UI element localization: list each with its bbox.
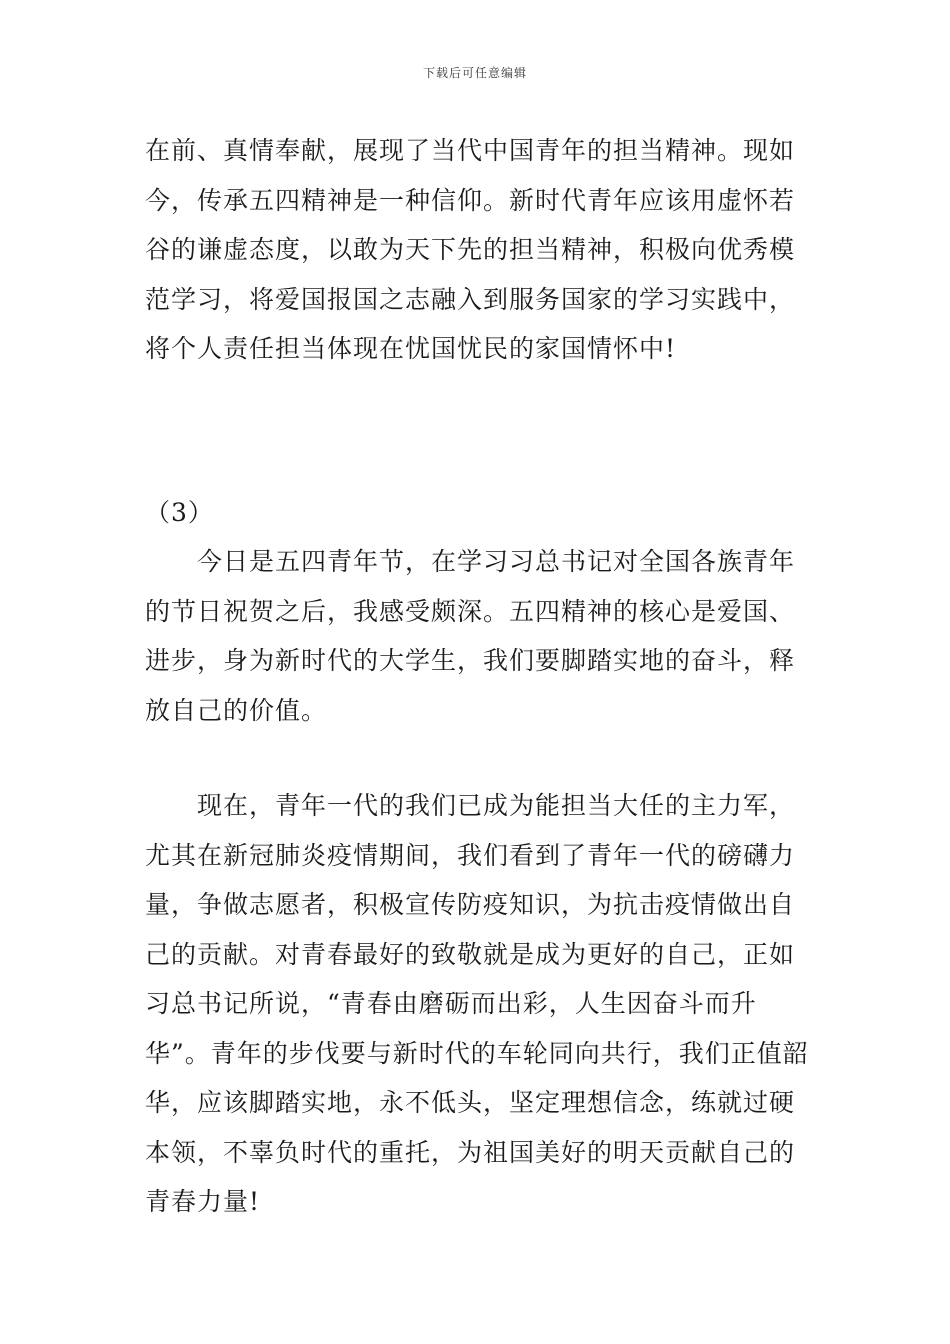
paragraph-intro: 今日是五四青年节，在学习习总书记对全国各族青年的节日祝贺之后，我感受颇深。五四精神的核心是爱国、进步，身为新时代的大学生，我们要脚踏实地的奋斗，释放自己的价值。 (145, 547, 796, 725)
section-label: （3） (145, 497, 214, 527)
document-body (145, 126, 810, 1227)
spacer (145, 735, 810, 781)
paragraph-continuation: 在前、真情奉献，展现了当代中国青年的担当精神。现如今，传承五四精神是一种信仰。新时代青年应该用虚怀若谷的谦虚态度，以敢为天下先的担当精神，积极向优秀模范学习，将爱国报国之志融入到服务国家的学习实践中，将个人责任担当体现在忧国忧民的家国情怀中! (145, 136, 796, 363)
page-header: 下载后可任意编辑 (422, 66, 527, 80)
paragraph-body: 现在，青年一代的我们已成为能担当大任的主力军，尤其在新冠肺炎疫情期间，我们看到了青年一代的磅礴力量，争做志愿者，积极宣传防疫知识，为抗击疫情做出自己的贡献。对青春最好的致敬就是成为更好的自己，正如习总书记所说，“青春由磨砺而出彩，人生因奋斗而升华”。青年的步伐要与新时代的车轮同向共行，我们正值韶华，应该脚踏实地，永不低头，坚定理想信念，练就过硬本领，不辜负时代的重托，为祖国美好的明天贡献自己的青春力量! (145, 791, 809, 1216)
spacer (145, 374, 810, 488)
